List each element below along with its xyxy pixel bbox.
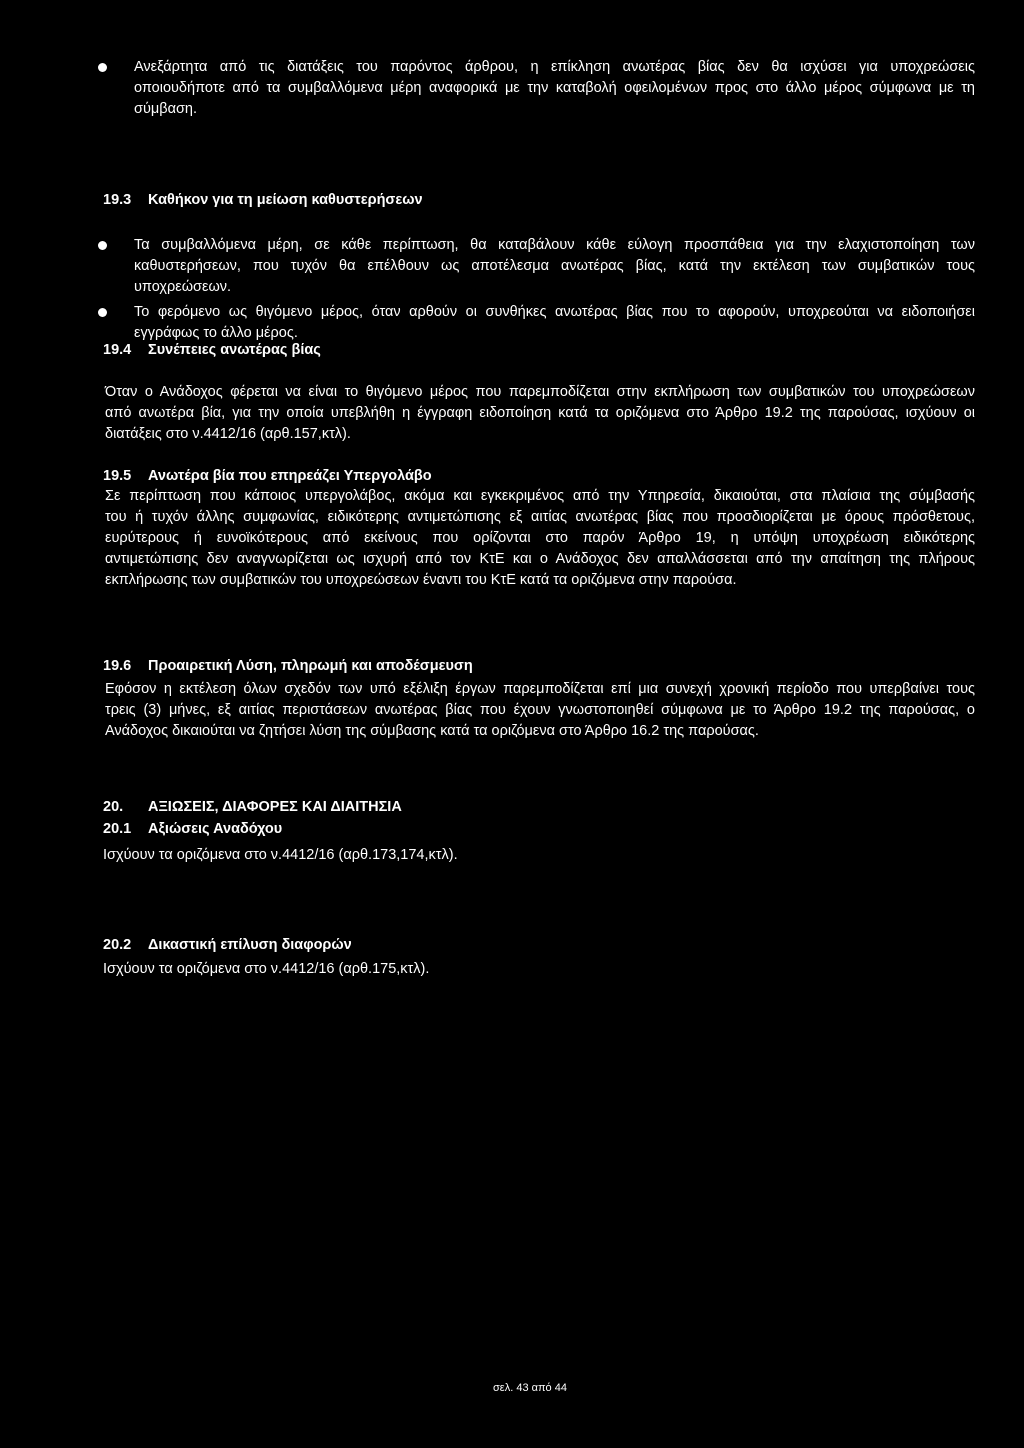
bullet-line: Το φερόμενο ως θιγόμενο μέρος, όταν αρθούν οι συνθήκες ανωτέρας βίας που το αφορούν, υποχρεούται να ειδοποιήσει [134,304,975,320]
paragraph-line: Ανάδοχος δικαιούται να ζητήσει λύση της σύμβασης κατά τα οριζόμενα στο Άρθρο 16.2 της παρούσας. [105,723,759,739]
paragraph-line: από ανωτέρα βία, για την οποία υπεβλήθη η έγγραφη ειδοποίηση κατά τα οριζόμενα στο Άρθρο 19.2 της παρούσας, ισχύουν οι [105,405,975,421]
section-title: ΑΞΙΩΣΕΙΣ, ΔΙΑΦΟΡΕΣ ΚΑΙ ΔΙΑΙΤΗΣΙΑ [148,799,402,815]
section-number: 19.5 [103,468,132,484]
paragraph-line: εκπλήρωσης των συμβατικών του υποχρεώσεων έναντι του ΚτΕ κατά τα οριζόμενα στην παρούσα. [105,572,737,588]
paragraph-line: Ισχύουν τα οριζόμενα στο ν.4412/16 (αρθ.175,κτλ). [103,961,430,977]
paragraph-line: ευρύτερους ή ευνοϊκότερους από εκείνους που ορίζονται στο παρόν Άρθρο 19, η υπόψη υποχρέωση ειδικότερης [105,530,975,546]
paragraph-line: του ή τυχόν άλλης συμφωνίας, ειδικότερης αντιμετώπισης εξ αιτίας ανωτέρας βίας που προσδιορίζεται με όρους πρόσθετους, [105,509,975,525]
bullet-line: οποιουδήποτε από τα συμβαλλόμενα μέρη αναφορικά με την καταβολή οφειλομένων προς στο άλλο μέρος σύμφωνα με τη [134,80,975,96]
paragraph-line: αντιμετώπισης δεν αναγνωρίζεται ως ισχυρή από τον ΚτΕ και ο Ανάδοχος δεν απαλλάσσεται από την απαίτηση της πλήρους [105,551,975,567]
bullet-item [134,302,975,344]
bullet-line: υποχρεώσεων. [134,279,232,295]
paragraph-line: τρεις (3) μήνες, εξ αιτίας περιστάσεων ανωτέρας βίας που έχουν γνωστοποιηθεί σύμφωνα με το Άρθρο 19.2 της παρούσας, ο [105,702,975,718]
bullet-line: Ανεξάρτητα από τις διατάξεις του παρόντος άρθρου, η επίκληση ανωτέρας βίας δεν θα ισχύσει για υποχρεώσεις [134,59,975,75]
paragraph-19-6 [105,679,975,742]
section-title: Αξιώσεις Αναδόχου [148,821,283,837]
section-number: 20. [103,799,124,815]
section-title: Ανωτέρα βία που επηρεάζει Υπεργολάβο [148,468,432,484]
bullet-icon [98,241,107,250]
paragraph-line: Σε περίπτωση που κάποιος υπεργολάβος, ακόμα και εγκεκριμένος από την Υπηρεσία, δικαιούται, στα πλαίσια της σύμβασής [105,488,975,504]
section-title: Καθήκον για τη μείωση καθυστερήσεων [148,192,423,208]
section-heading-19-5 [103,466,432,487]
bullet-line: σύμβαση. [134,101,197,117]
bullet-item [134,235,975,298]
section-title: Συνέπειες ανωτέρας βίας [148,342,321,358]
section-heading-19-3 [103,190,423,211]
bullet-line: Τα συμβαλλόμενα μέρη, σε κάθε περίπτωση, θα καταβάλουν κάθε εύλογη προσπάθεια για την ελαχιστοποίηση των [134,237,975,253]
paragraph-20-2 [103,959,973,980]
section-heading-20-1 [103,819,282,840]
page-number: σελ. 43 από 44 [493,1382,567,1394]
paragraph-line: Όταν ο Ανάδοχος φέρεται να είναι το θιγόμενο μέρος που παρεμποδίζεται στην εκπλήρωση των συμβατικών του υποχρεώσεων [105,384,975,400]
paragraph-19-4 [105,382,975,445]
paragraph-line: Ισχύουν τα οριζόμενα στο ν.4412/16 (αρθ.173,174,κτλ). [103,847,458,863]
bullet-icon [98,63,107,72]
paragraph-line: Εφόσον η εκτέλεση όλων σχεδόν των υπό εξέλιξη έργων παρεμποδίζεται επί μια συνεχή χρονική περίοδο που υπερβαίνει τους [105,681,975,697]
bullet-icon [98,308,107,317]
paragraph-20-1 [103,845,973,866]
section-title: Δικαστική επίλυση διαφορών [148,937,352,953]
section-number: 19.6 [103,658,132,674]
paragraph-19-5 [105,486,975,591]
section-number: 20.2 [103,937,132,953]
section-heading-20-2 [103,935,352,956]
section-number: 20.1 [103,821,132,837]
section-heading-20 [103,797,402,818]
section-title: Προαιρετική Λύση, πληρωμή και αποδέσμευση [148,658,473,674]
section-number: 19.3 [103,192,132,208]
bullet-line: καθυστερήσεων, που τυχόν θα επέλθουν ως αποτέλεσμα ανωτέρας βίας, κατά την εκτέλεση των συμβατικών τους [134,258,975,274]
paragraph-line: διατάξεις στο ν.4412/16 (αρθ.157,κτλ). [105,426,351,442]
section-heading-19-6 [103,656,473,677]
bullet-line: εγγράφως το άλλο μέρος. [134,325,298,341]
section-number: 19.4 [103,342,132,358]
section-heading-19-4 [103,340,321,361]
bullet-item [134,57,975,120]
